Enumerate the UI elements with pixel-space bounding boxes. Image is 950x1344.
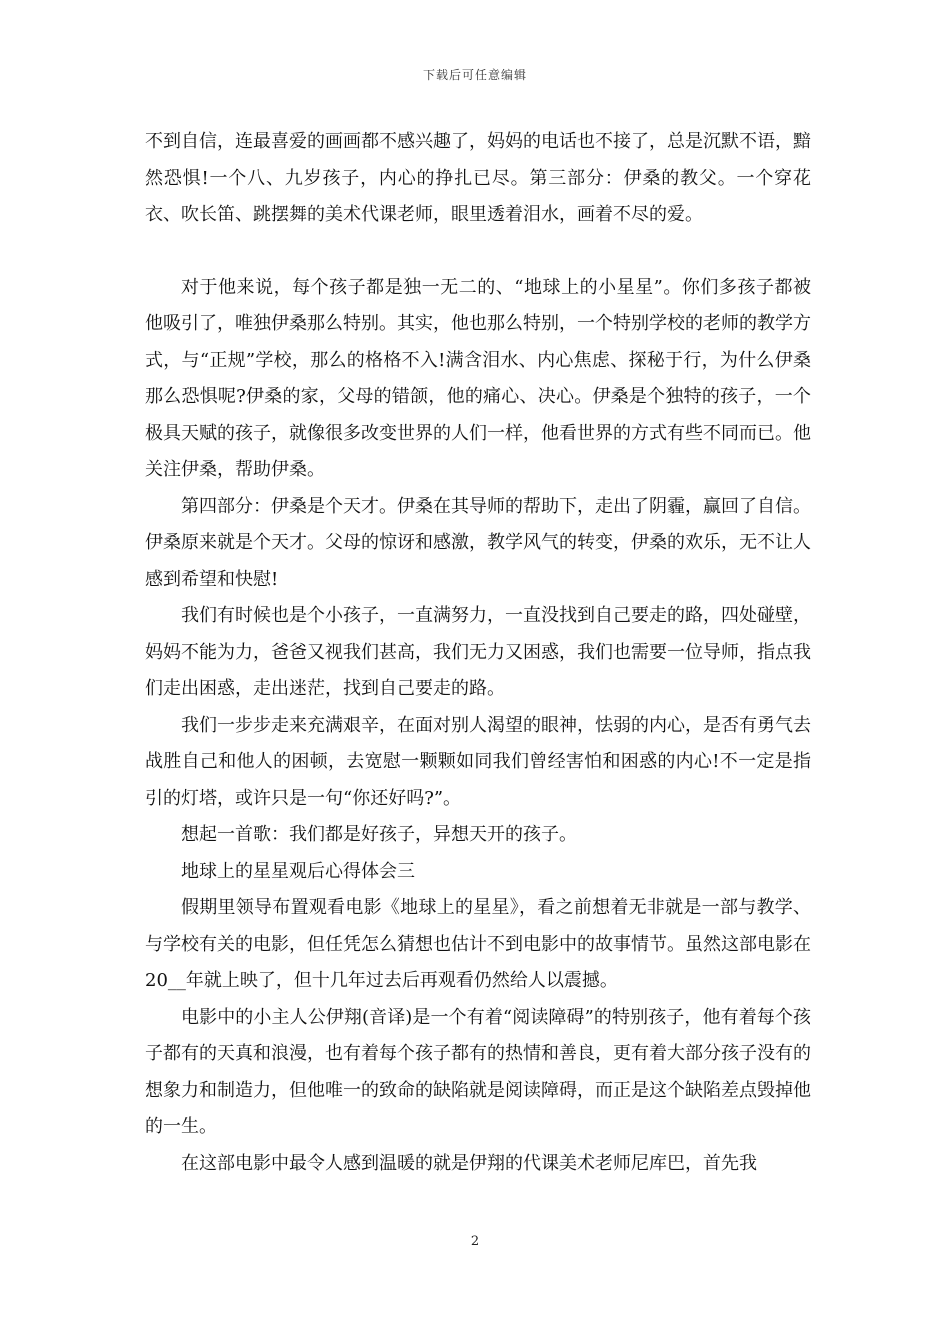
page-number: 2 [470,1234,480,1249]
paragraph-8: 电影中的小主人公伊翔(音译)是一个有着“阅读障碍”的特别孩子，他有着每个孩子都有的天真和浪漫，也有着每个孩子都有的热情和善良，更有着大部分孩子没有的想象力和制造力，但他唯一的致命的缺陷就是阅读障碍，而正是这个缺陷差点毁掉他的一生。 [145,1006,811,1137]
paragraph-7: 假期里领导布置观看电影《地球上的星星》，看之前想着无非就是一部与教学、与学校有关的电影，但任凭怎么猜想也估计不到电影中的故事情节。虽然这部电影在20__年就上映了，但十几年过去后再观看仍然给人以震撼。 [145,897,811,991]
page-header: 下载后可任意编辑 [422,68,527,82]
paragraph-4: 我们有时候也是个小孩子，一直满努力，一直没找到自己要走的路，四处碰壁，妈妈不能为力，爸爸又视我们甚高，我们无力又困惑，我们也需要一位导师，指点我们走出困惑，走出迷茫，找到自己要走的路。 [145,605,811,699]
paragraph-5: 我们一步步走来充满艰辛，在面对别人渴望的眼神，怯弱的内心，是否有勇气去战胜自己和他人的困顿，去宽慰一颗颗如同我们曾经害怕和困惑的内心!不一定是指引的灯塔，或许只是一句“你还好吗?”。 [145,714,811,809]
document-body [145,124,811,1182]
paragraph-2: 对于他来说，每个孩子都是独一无二的、“地球上的小星星”。你们多孩子都被他吸引了，唯独伊桑那么特别。其实，他也那么特别，一个特别学校的老师的教学方式，与“正规”学校，那么的格格不入!满含泪水、内心焦虑、探秘于行，为什么伊桑那么恐惧呢?伊桑的家，父母的错颌，他的痛心、决心。伊桑是个独特的孩子，一个极具天赋的孩子，就像很多改变世界的人们一样，他看世界的方式有些不同而已。他关注伊桑，帮助伊桑。 [145,276,811,480]
paragraph-9: 在这部电影中最令人感到温暖的就是伊翔的代课美术老师尼库巴，首先我 [181,1152,757,1174]
paragraph-1: 不到自信，连最喜爱的画画都不感兴趣了，妈妈的电话也不接了，总是沉默不语，黯然恐惧!一个八、九岁孩子，内心的挣扎已尽。第三部分：伊桑的教父。一个穿花衣、吹长笛、跳摆舞的美术代课老师，眼里透着泪水，画着不尽的爱。 [145,131,811,225]
paragraph-3: 第四部分：伊桑是个天才。伊桑在其导师的帮助下，走出了阴霾，赢回了自信。伊桑原来就是个天才。父母的惊讶和感激，教学风气的转变，伊桑的欢乐，无不让人感到希望和快慰! [145,495,811,590]
paragraph-6: 想起一首歌：我们都是好孩子，异想天开的孩子。 [181,824,577,845]
section-heading: 地球上的星星观后心得体会三 [181,860,415,882]
